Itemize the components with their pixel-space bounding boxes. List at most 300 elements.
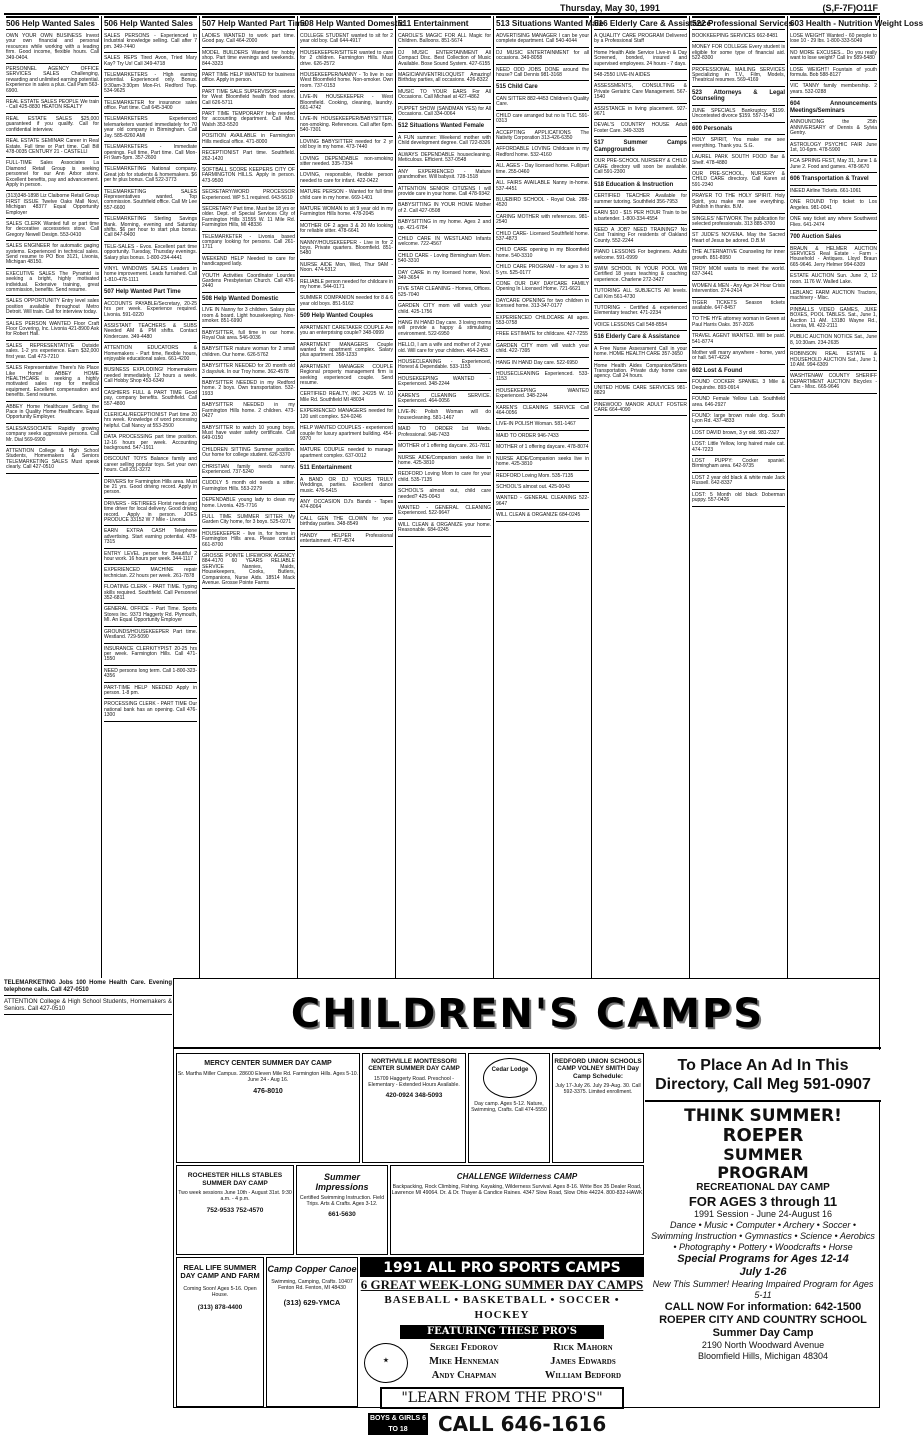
classified-ad: REDFORD Loving Mom to care for your child. 535-7135 [398, 470, 491, 486]
classified-ad: CONE OUR DAY DAYCARE FAMILY Opening In Licensed Home. 721-6621 [496, 280, 589, 296]
section-heading: 512 Situations Wanted Female [398, 121, 491, 133]
classified-ad: HANG IN HAND Day care. 522-6950 [496, 359, 589, 369]
classified-ad: LIVE-IN POLISH Woman. 581-1467 [496, 420, 589, 430]
classified-ad: LOST 2 year old black & white male Jack Russell. 642-8337 [692, 474, 785, 490]
classified-ad: HOUSEKEEPER/NANNY - To live in our West Bloomfield home. Non-smoker. Own room. 737-0153 [300, 71, 393, 92]
classified-ad: TROY MOM wants to meet the world. 637-3441 [692, 265, 785, 281]
classified-ad: GENERAL OFFICE - Part Time. Sports Stores Inc. 9373 Haggerty Rd. Plymouth, MI. An Equal Opportunity Employer [104, 605, 197, 626]
classified-ad: CERTIFIED REALTY, INC 24225 W. 10 Mile Rd. Southfield MI 48034 [300, 390, 393, 406]
real-life-camp-phone: (313) 878-4400 [197, 1304, 243, 1312]
directory-line-2: Directory, Call Meg 591-0907 [655, 1076, 871, 1093]
pro-names-left [414, 1341, 514, 1383]
all-pro-logo: ★ [364, 1343, 408, 1383]
classified-ad: LIVE-IN HOUSEKEEPER/BABYSITTER, non-smoking. References. Call after 6pm. 540-7301 [300, 115, 393, 136]
rochester-stables-ad [176, 1165, 294, 1255]
classified-ad: Home Health Aides Companion/Sitters Transportation. Private duty home care agency. Call 24 hours. [594, 362, 687, 383]
classified-ad: HOLY SPIRIT, You make me see everything. Thank you. S.G. [692, 136, 785, 152]
classified-ad: DATA PROCESSING part time position. 12-16 hours per week. Accounting background. 547-1911 [104, 433, 197, 454]
redford-camp-ad [552, 1053, 644, 1163]
classified-ad: VOICE LESSONS Call 548-8554 [594, 321, 687, 331]
classified-ad: A Free Nurse Assessment Call in your home. HOME HEALTH CARE 357-3650 [594, 345, 687, 361]
section-heading: 517 Summer Camps Campgrounds [594, 138, 687, 156]
left-lower-ad: ATTENTION College & High School Students, Homemakers & Seniors. Call 427-0510 [4, 997, 172, 1015]
classified-ad: FOUND COCKER SPANIEL 3 Mile & Dequindre. 893-0914 [692, 378, 785, 394]
section-heading: 606 Transportation & Travel [790, 174, 877, 186]
classified-ad: SALES OPPORTUNITY Entry level sales position available throughout Metro Detroit. Will train. Call for interview today. [6, 297, 99, 318]
classified-ad: FOUND Female Yellow Lab. Southfield area. 646-2927 [692, 395, 785, 411]
pro-name: Andy Chapman [431, 1370, 497, 1381]
classified-ad: MOTHER of 1 offering daycare. 261-7811 [398, 442, 491, 452]
classified-ad: VINYL WINDOWS SALES Leaders in home improvement. Leads furnished. Call 1-810-478-1111 [104, 265, 197, 286]
section-heading: 516 Elderly Care & Assistance [594, 332, 687, 344]
classified-ad: APARTMENT MANAGERS Couple wanted for apartment complex. Salary plus apartment. 358-1233 [300, 341, 393, 362]
redford-camp-text: July 17-July 26. July 29-Aug. 30. Call 592-3375. Limited enrollment. [555, 1083, 641, 1096]
roeper-call: CALL NOW For information: 642-1500 [664, 1301, 862, 1313]
section-heading: 602 Lost & Found [692, 366, 785, 378]
classified-ad: PUBLIC AUCTION NOTICE Sat., June 8, 10:30am. 234-2635 [790, 333, 877, 349]
cedar-lodge-ad [468, 1053, 550, 1163]
real-life-camp-text: Coming Soon! Ages 5-16. Open House. [183, 1285, 257, 1298]
classified-ad: ANY OCCASION DJ's Bands - Tapes 474-8064 [300, 498, 393, 514]
classified-ad: EXPERIENCED MACHINE repair technician. 22 hours per week. 261-7878 [104, 566, 197, 582]
childrens-camps-section [173, 978, 880, 1436]
classified-ad: LIVE-IN: Polish Woman will do housecleaning. 581-1467 [398, 408, 491, 424]
classified-column [4, 16, 102, 978]
classified-ad: CHILD CARE PROGRAM - for ages 3 to 5 yrs. 525-0177 [496, 263, 589, 279]
all-pro-banner: 1991 ALL PRO SPORTS CAMPS [360, 1259, 644, 1277]
rochester-stables-phone: 752-9533 752-4570 [206, 1206, 264, 1214]
classified-ad: NANNY/HOUSEKEEPER - Live in for 2 boys. Private quarters. Bloomfield. 851-5480 [300, 239, 393, 260]
classified-ad: PERSONNEL AGENCY OFFICE SERVICES SALES Challenging, rewarding and unlimited earning potential. Experience in sales a plus. Call Pam 563-6900. [6, 65, 99, 97]
mercy-camp-phone: 476-8010 [253, 1087, 283, 1095]
classified-ad: ADVERTISING MANAGER I can be your complete department. Call 540-4044 [496, 32, 589, 48]
classified-ad: SECRETARY/WORD PROCESSOR Experienced. WP 5.1 required. 643-5610 [202, 188, 295, 204]
classified-ad: OUR PRE-SCHOOL NURSERY & CHILD CARE directory will soon be available. Call 591-2300 [594, 157, 687, 178]
classified-ad: DISCOUNT TOYS Balance family and career selling popular toys. Set your own hours. Call 231-3272 [104, 455, 197, 476]
roeper-program: PROGRAM [717, 1163, 809, 1182]
classified-ad: FULL-TIME Sales Associates La Diamond Retail Group is seeking personnel for our Ann Arbor store. Excellent benefits, pay and advancement. Apply in person. [6, 159, 99, 191]
classified-ad: GARDEN CITY mom will watch your child. 422-7395 [496, 342, 589, 358]
classified-ad: CHILD CARE - Loving Birmingham Mom. 540-3310 [398, 252, 491, 268]
roeper-address: 2190 North Woodward Avenue [701, 1340, 825, 1350]
classified-ad: BABYSITTER, full time in our home. Royal Oak area. 546-0036 [202, 329, 295, 345]
classified-ad: MOTHER of 1 offering daycare. 478-8074 [496, 443, 589, 453]
roeper-special: Special Programs for Ages 12-14 [677, 1253, 849, 1265]
classified-ad: GROUNDS/HOUSEKEEPER Part time. Westland. 729-5090 [104, 628, 197, 644]
classified-ad: AFFORDABLE LOVING Childcare in my Redford home. 532-4160 [496, 145, 589, 161]
classified-ad: TO THE HYE attorney woman in Green at Paul Harris Oaks. 357-2026 [692, 315, 785, 331]
classified-ad: YOUTH Activities Coordinator Lourdes Gardens Presbyterian Church. Call 476-2440 [202, 272, 295, 293]
classified-column [788, 16, 923, 978]
classified-ad: UNITED HOME CARE SERVICES 981-8829 [594, 384, 687, 400]
classified-ad: LOST PUPPY: Cocker spaniel. Birmingham area. 642-9735 [692, 457, 785, 473]
classified-ad: SCHOOL'S almost out, child care needed? 425-0043 [398, 487, 491, 503]
real-life-camp-ad [176, 1257, 264, 1407]
classified-ad: TELEMARKETERS Experienced telemarketers wanted immediately for 70 year old company in Birmingham. Call Jay. 585-8260 AMI [104, 115, 197, 142]
real-life-camp-name: REAL LIFE SUMMER DAY CAMP AND FARM [180, 1263, 260, 1281]
summer-impressions-text: Certified Swimming Instruction. Field Trips. Arts & Crafts. Ages 3-12. [299, 1195, 385, 1207]
classified-column [396, 16, 494, 978]
classified-ad: BABYSITTER NEEDED in my Farmington Hills home. 2 children. 473-0427 [202, 401, 295, 422]
summer-impressions-ad [296, 1165, 388, 1255]
classified-ad: EARN EXTRA CASH Telephone advertising. Start earning potential. 478-7315 [104, 527, 197, 548]
classified-ad: APARTMENT CARETAKER COUPLE Are you an enterprising couple? 348-0999 [300, 324, 393, 340]
section-heading: 600 Personals [692, 124, 785, 136]
classified-ad: PIANO LESSONS For beginners. Adults welcome. 591-0999 [594, 248, 687, 264]
copper-canoe-ad [266, 1257, 358, 1407]
cedar-lodge-logo [483, 1058, 537, 1098]
classified-ad: LOSE WEIGHT! Fountain of youth formula. Bob 588-8127 [790, 66, 877, 82]
classified-ad: TELEMARKETERS - High earning potential. Experienced only. Bonus. 9:30am-3:30pm Mon-Fri. Redford Twp. 534-9625 [104, 71, 197, 98]
classified-ad: PROCESSING CLERK - PART TIME Our national bank has an opening. Call 476-1300 [104, 700, 197, 721]
classified-column [102, 16, 200, 978]
classified-ad: INSURANCE CLERK/TYPIST 20-25 hrs per week. Farmington Hills. Call 471-1550 [104, 645, 197, 666]
classified-ad: NEED persons long term. Call 1-800-323-4356 [104, 667, 197, 683]
classified-ad: REAL ESTATE SALES PEOPLE We train - Call 425-8830 HEATON REALTY [6, 98, 99, 114]
classified-ad: LAUREL PARK SOUTH FOOD Bar & Shelf. 478-4880 [692, 153, 785, 169]
classified-ad: HOUSEKEEPING WANTED Experienced. 348-2244 [496, 387, 589, 403]
classified-ad: BUSINESS EXPLODING! Homemakers needed immediately. 12 hours a week. Call Hobby Shop 453-6349 [104, 366, 197, 387]
classified-ad: SWIM SCHOOL IN YOUR POOL Will Certified 18 years teaching & coaching experience. Charlene 272-3427 [594, 265, 687, 286]
wilderness-camp-name: CHALLENGE Wilderness CAMP [456, 1172, 578, 1181]
childrens-camps-banner [174, 979, 881, 1049]
classified-ad: MODEL BUILDERS Wanted for hobby shop. Part time evenings and weekends. 844-3323 [202, 49, 295, 70]
classified-ad: KAREN'S CLEANING SERVICE. Experienced. 464-0056 [398, 392, 491, 408]
roeper-day-camp: Summer Day Camp [712, 1327, 814, 1339]
classified-ad: PRAYER TO THE HOLY SPIRIT. Holy Spirit, you make me see everything. Publish in thanks. B.M. [692, 192, 785, 213]
classified-ad: MONEY FOR COLLEGE Every student is eligible for some type of financial aid. 522-8300 [692, 43, 785, 64]
roeper-summer: SUMMER [723, 1145, 803, 1164]
classified-column [200, 16, 307, 978]
classified-ad: ENTRY LEVEL person for Beautiful 2 hour work. 16 hours per week. 344-1117 [104, 550, 197, 566]
boys-girls-label: BOYS & GIRLS 6 TO 18 [369, 1415, 426, 1433]
classified-ad: PART TIME TEMPORARY help needed for accounting department. Call Mrs. Walsh 353-5520 [202, 110, 295, 131]
section-heading: 518 Education & Instruction [594, 180, 687, 192]
issue-date: Thursday, May 30, 1991 [560, 3, 660, 13]
classified-ad: MATURE COUPLE needed to manage apartment complex. 637-0012 [300, 446, 393, 462]
classified-ad: TUTORING - Certified & experienced Elementary teacher. 471-2234 [594, 304, 687, 320]
classified-ad: WANTED - GENERAL CLEANING 522-9647 [496, 494, 589, 510]
classified-ad: WILL CLEAN & ORGANIZE 684-0245 [496, 511, 589, 521]
section-heading: 604 Announcements Meetings/Seminars [790, 99, 877, 117]
left-lower-ad: TELEMARKETING Jobs 100 Home Health Care. Evening telephone calls. Call 427-0510 [4, 978, 172, 996]
classified-ad: APARTMENT MANAGER COUPLE Regional property management firm is seeking experienced couple. Send resume. [300, 363, 393, 390]
rochester-stables-name: ROCHESTER HILLS STABLES SUMMER DAY CAMP [187, 1172, 283, 1187]
classified-ad: LOST: 5 Month old black Doberman puppy. 557-0426 [692, 491, 785, 507]
cedar-lodge-text: Day camp. Ages 5-12. Nature, Swimming, Crafts. Call 474-5550 [471, 1101, 547, 1113]
copper-canoe-text: Swimming, Camping, Crafts. 10407 Fenton Rd. Fenton, MI 48430 [271, 1279, 353, 1291]
northville-camp-ad [362, 1053, 466, 1163]
classified-column [298, 16, 405, 978]
classified-ad: CAN SITTER 882-4453 Children's Quality Care. [496, 95, 589, 111]
classified-ad: NURSE AIDE Mon, Wed, Thur 9AM - Noon. 474-5312 [300, 261, 393, 277]
childrens-camps-title: CHILDREN'S CAMPS [290, 991, 765, 1037]
column-heading: 507 Help Wanted Part Time [202, 16, 295, 30]
classified-ad: EXPERIENCED MANAGERS needed for 120 unit complex. 524-0246 [300, 407, 393, 423]
wilderness-camp-text: Backpacking, Rock Climbing, Fishing. Kayaking, Wilderness Survival. Ages 8-16. Write Box 35 Dealer Road, Lawrence MI 49064. Dr. & Dr. Thayer & Candice Raines. 4347 Slow Road, Slow Ohio 44224. 800-832-HAWK [391, 1184, 643, 1196]
pro-name: Mike Henneman [429, 1356, 499, 1367]
classified-ad: JUNE SPECIALS Bankruptcy $199. Uncontested divorce $159. 557-1540 [692, 107, 785, 123]
roeper-hearing: New This Summer! Hearing Impaired Program for Ages 5-11 [652, 1279, 874, 1300]
classified-ad: TUTORING ALL SUBJECTS All levels. Call Kim 561-4730 [594, 287, 687, 303]
classified-ad: PART-TIME HELP NEEDED Apply in person. 1-8 pm. [104, 684, 197, 700]
classified-ad: ONE way ticket any where Southwest Flies. 641-2474 [790, 215, 877, 231]
classified-ad: FCA SPRING FEST, May 31, June 1 & June 2. Food and games. 478-9670 [790, 157, 877, 173]
classified-ad: (313)348-1898 Liz Claiborne Retail Group FIRST ISSUE Twelve Oaks Mall Novi, Michigan 48377 Equal Opportunity Employer [6, 192, 99, 219]
classified-ad: EARN $10 - $15 PER HOUR Train to be a bartender. 1-800-334-4554 [594, 209, 687, 225]
roeper-ages: FOR AGES 3 through 11 [688, 1194, 838, 1209]
classified-ad: DEVAL'S COUNTRY HOUSE Adult Foster Care. 349-3335 [594, 121, 687, 137]
classified-ad: OWN YOUR OWN BUSINESS Invest your own financial and personal resources while working with a leading firm. Good income, flexible hours. Call 349-0404. [6, 32, 99, 64]
section-heading: 511 Entertainment [300, 463, 393, 475]
classified-ad: REAL ESTATE SALES $25,000 guaranteed if you qualify. Call for confidential interview. [6, 115, 99, 136]
section-heading: 509 Help Wanted Couples [300, 311, 393, 323]
classified-ad: TELEMARKETER for insurance sales office. Part time. Call 645-3400 [104, 99, 197, 115]
classified-ad: BABYSITTING IN YOUR HOME Mother of 2. Call 427-0508 [398, 201, 491, 217]
classified-ad: HOUSEKEEPER/SITTER wanted to care for 2 children. Farmington Hills. Must drive. 626-2572 [300, 49, 393, 70]
classified-ad: BRAUN & HELMER AUCTION SERVICES Real Estate - Farm - Household - Antiques. Lloyd Braun 665-9646. Jerry Helmer 994-6309 [790, 245, 877, 272]
left-lower-ads [4, 978, 172, 1408]
wilderness-camp-ad [390, 1165, 644, 1255]
classified-ad: FULL TIME SUMMER SITTER My Garden City home, for 3 boys. 525-0271 [202, 513, 295, 529]
learn-from-pros: "LEARN FROM THE PRO'S" [380, 1387, 624, 1409]
classified-ad: FREE ESTIMATE for childcare. 427-7255 [496, 330, 589, 340]
classified-ad: PINEWOOD MANOR ADULT FOSTER CARE 664-4090 [594, 401, 687, 417]
classified-ad: HELP WANTED COUPLES - experienced couple for luxury apartment building. 454-9370 [300, 424, 393, 445]
classified-ad: SECRETARY Part time. Must be 18 yrs or older. Dept. of Special Services City of Farmington Hills 31555 W. 11 Mile Rd. Farmington Hills, MI 48336 [202, 205, 295, 232]
pro-name: James Edwards [550, 1356, 616, 1367]
classified-ad: ACCOUNTS PAYABLE/Secretary, 20-25 hrs per week. Experience required. Livonia. 591-0220 [104, 300, 197, 321]
classified-column [494, 16, 604, 978]
classified-ad: SALES REPRESENTATIVE Outside sales. 1-2 yrs experience. Earn $32,000 first year. Call 473-7210 [6, 342, 99, 363]
roeper-school: ROEPER CITY AND COUNTRY SCHOOL [659, 1314, 867, 1326]
classified-ad: MAID TO ORDER 946-7433 [496, 432, 589, 442]
classified-ad: REDFORD Loving Mom. 535-7135 [496, 472, 589, 482]
section-heading: 507 Help Wanted Part Time [104, 287, 197, 299]
classified-ad: GARDEN CITY mom will watch your child. 425-1756 [398, 302, 491, 318]
classified-ad: MOTHER OF 2 ages 3 & 20 Mo looking for reliable sitter. 478-6641 [300, 222, 393, 238]
pro-names-right [528, 1341, 638, 1383]
roeper-summer-program-ad [645, 1103, 881, 1409]
classified-ad: HANDY HELPER Professional entertainment. 477-4574 [300, 532, 393, 548]
copper-canoe-phone: (313) 629-YMCA [283, 1297, 341, 1307]
classified-ad: DRIVERS for Farmington Hills area. Must be 21 yrs. Good driving record. Apply in person. [104, 478, 197, 499]
classified-ad: DAYCARE OPENING for two children in licensed home. 313-347-0177 [496, 297, 589, 313]
classified-ad: TELE-SALES - Evos. Excellent part time opportunity. Tuesday, Thursday evenings. Salary plus bonus. 1-800-234-4441 [104, 243, 197, 264]
classified-ad: SINGLES' NETWORK The publication for selected professionals. 313 885-3700 [692, 215, 785, 231]
classified-ad: HOUSEKEEPER - live in, for home in Farmington Hills area. Please contact 661-8700 [202, 530, 295, 551]
classified-ad: CHILDREN SITTING Summer position. Our home for college student. 626-3370 [202, 446, 295, 462]
column-heading: 508 Help Wanted Domestic [300, 16, 393, 30]
classified-ad: TELEMARKETING Sterling Savings Bank. Morning, evening and Saturday shifts. $6 per hour to start plus bonus. Call 847-8400 [104, 215, 197, 242]
classified-ad: ATTENTION EDUCATORS & Homemakers - Part time, flexible hours, enjoyable educational sales. 661-4200 [104, 344, 197, 365]
classified-ad: FLOATING CLERK - PART TIME. Typing skills required. Southfield. Call Personnel 352-6811 [104, 583, 197, 604]
classified-ad: ASSISTANT TEACHERS & SUBS Needed AM & PM shifts. Contact Kindercare. 349-4480 [104, 322, 197, 343]
classified-ad: WASHTENAW COUNTY SHERIFF DEPARTMENT AUCTION Bicycles - Cars - Misc. 665-9646 [790, 372, 877, 393]
classified-ad: CAROLE'S MAGIC FOR ALL Magic for Children. Balloons. 851-5674 [398, 32, 491, 48]
column-heading: 522 Professional Services [692, 16, 785, 30]
classified-ad: ASSISTANCE in living placement. 927-9671 [594, 105, 687, 121]
section-heading: 523 Attorneys & Legal Counseling [692, 88, 785, 106]
all-pro-featuring: FEATURING THESE PRO'S [400, 1325, 604, 1339]
classified-ad: A BAND OR DJ YOURS TRULY Weddings, parties. Excellent dance music. 476-5415 [300, 476, 393, 497]
classified-ad: SALES PERSON WANTED Floor Craft Floor Covering, Inc. Livonia 421-8900 Ask for Robert Hall. [6, 320, 99, 341]
classified-ad: THE ALTERNATIVE Counseling for inner growth. 851-8950 [692, 248, 785, 264]
classified-ad: ANY EXPERIENCED - Mature grandmother. Will babysit. 728-1518 [398, 168, 491, 184]
roeper-special-dates: July 1-26 [739, 1266, 787, 1278]
classified-ad: A FUN summer: Weekend mother with Child development degree. Call 722-8326 [398, 134, 491, 150]
classified-ad: SALES CLERK Wanted full or part time for decorative accessories store. Call Gregory Newell Design. 553-0410 [6, 220, 99, 241]
classified-ad: ATTENTION College & High School Students, Homemakers & Seniors TELEMARKETING SALES Must speak clearly. Call 427-0510 [6, 447, 99, 474]
classified-ad: GROSSE POINTE LIFEWORK AGENCY 884-4170 60 YEARS RELIABLE SERVICE Nannies, Maids, Housekeepers, Cooks, Butlers, Companions, Nurse Aids. 18514 Mack Avenue. Grosse Pointe Farms [202, 552, 295, 589]
summer-impressions-phone: 661-5630 [328, 1210, 356, 1218]
classified-ad: FIVE STAR CLEANING - Homes, Offices. 525-7040 [398, 285, 491, 301]
cedar-lodge-name: Cedar Lodge [491, 1067, 529, 1073]
classified-ad: LOVING, responsible, flexible person needed to care for infant. 422-0422 [300, 171, 393, 187]
classified-ad: BLUEBIRD SCHOOL - Royal Oak. 288-4520 [496, 196, 589, 212]
classified-ad: BABYSITTER mature woman for 2 small children. Our home. 626-5762 [202, 345, 295, 361]
mercy-camp-text: Sr. Martha Miller Campus. 28600 Eleven Mile Rd. Farmington Hills. Ages 5-10. June 24 - Aug 16. [177, 1071, 359, 1083]
column-heading: 511 Entertainment [398, 16, 491, 30]
classified-column [592, 16, 712, 978]
classified-ad: HELLO, I am a wife and mother of 2 year old. Will care for your children. 464-2453 [398, 341, 491, 357]
roeper-session: 1991 Session - June 24-August 16 [693, 1209, 833, 1219]
classified-ad: NURSE AIDE/Companion seeks live in home. 425-3810 [496, 455, 589, 471]
classified-ad: LIVE IN Nanny for 3 children. Salary plus room & board. Light housekeeping. Non-smoker. 851-6990 [202, 306, 295, 327]
column-heading: 513 Situations Wanted Male [496, 16, 589, 30]
classified-ad: EXECUTIVE SALES The Pyramid is seeking a bright, highly motivated individual. Extensive training, great commission, benefits. Send resume. [6, 270, 99, 297]
classified-ad: MATURE PERSON - Wanted for full time child care in my home. 669-1401 [300, 188, 393, 204]
classified-ad: A QUALITY CARE PROGRAM Delivered by a Professional Staff [594, 32, 687, 48]
classified-columns [4, 16, 923, 978]
classified-ad: SALES ENGINEER for automatic gaging systems. Experienced in technical sales. Send resume to PO Box 3121, Livonia, Michigan 48150. [6, 242, 99, 269]
classified-ad: ESTATE AUCTION Sun. June 2, 12 noon. 1176 W. Walled Lake. [790, 272, 877, 288]
classified-ad: MATURE WOMAN to sit 9 year old in my Farmington Hills home. 478-2045 [300, 205, 393, 221]
classified-ad: HOUSEKEEPING WANTED - Experienced. 348-2244 [398, 375, 491, 391]
directory-line-1: To Place An Ad In This [677, 1057, 849, 1074]
classified-ad: OUR PRE-SCHOOL, NURSERY & CHILD CARE directory. Call Karen at 591-2340 [692, 170, 785, 191]
classified-ad: BABYSITTER NEEDED in my Redford home. 2 boys. Own transportation. 532-1933 [202, 379, 295, 400]
northville-camp-phone: 420-0924 348-5093 [385, 1092, 443, 1100]
classified-ad: HOUSECLEANING - Experienced, Honest & Dependable. 533-1153 [398, 358, 491, 374]
classified-ad: KAREN'S CLEANING SERVICE Call 464-0056 [496, 404, 589, 420]
classified-ad: LEBLANC FARM AUCTION Tractors, machinery - Misc. [790, 289, 877, 305]
classified-ad: ASTROLOGY PSYCHIC FAIR June 1st, 10-6pm. 478-5900 [790, 141, 877, 157]
classified-ad: WEEKEND HELP Needed to care for handicapped lady. [202, 255, 295, 271]
classified-ad: CHRISTIAN family needs nanny. Experienced. 737-5240 [202, 463, 295, 479]
classified-ad: LOST: Little Yellow, long haired male cat. 474-7223 [692, 440, 785, 456]
roeper-activities: Dance • Music • Computer • Archery • Soccer • Swimming Instruction • Gymnastics • Science • Aerobics • Photography • Pottery • Woodcrafts • Horse [651, 1220, 875, 1252]
classified-ad: ALL AGES - Day licensed home. Full/part time. 255-0460 [496, 162, 589, 178]
classified-ad: NO MORE EXCUSES... Do you really want to lose weight? Call Irv 589-5480 [790, 49, 877, 65]
classified-ad: LOVING BABYSITTER needed for 2 yr old boy in my home. 473-7440 [300, 138, 393, 154]
classified-ad: MAGICIAN/VENTRILOQUIST Amazing! Birthday parties, all occasions. 426-8322 [398, 71, 491, 87]
classified-ad: SALES REPS Tired Avon, Tried Mary Kay? Try Us! Call 349-4718 [104, 54, 197, 70]
classified-ad: TRAVEL AGENT WANTED. Will be paid. 541-8774 [692, 332, 785, 348]
classified-ad: EXPERIENCED CHILDCARE All ages. 553-0758 [496, 314, 589, 330]
column-heading: 506 Help Wanted Sales [104, 16, 197, 30]
classified-ad: ROBINSON REAL ESTATE & HOUSEHOLD AUCTION Sat., June 1, 10 AM. 994-6309 [790, 350, 877, 371]
classified-ad: RECEPTIONIST Part time. Southfield. 262-1420 [202, 149, 295, 165]
all-pro-sports-camps-ad [360, 1257, 644, 1436]
all-pro-subtitle: 6 GREAT WEEK-LONG SUMMER DAY CAMPS [360, 1277, 644, 1292]
roeper-think-summer: THINK SUMMER! [684, 1106, 842, 1126]
pro-name: Rick Mahorn [553, 1342, 613, 1353]
classified-ad: PINBALLS VIDEO GAMES, JUKE BOXES, POOL TABLES. Sat., June 1, Auction 11 AM. 13180 Wayne Rd., Livonia, MI. 422-2111 [790, 306, 877, 333]
northville-camp-name: NORTHVILLE MONTESSORI CENTER SUMMER DAY CAMP [368, 1058, 460, 1073]
classified-ad: SUMMER COMPANION needed for 8 & 6 year old boys. 851-5162 [300, 294, 393, 310]
classified-ad: HOUSECLEANING Experienced. 533-1153 [496, 370, 589, 386]
classified-ad: ONE ROUND Trip ticket to Los Angeles. 981-0041 [790, 198, 877, 214]
classified-ad: Mother will marry anywhere - home, yard or hall. 547-4224 [692, 349, 785, 365]
roeper-name: ROEPER [722, 1125, 804, 1146]
classified-ad: DJ MUSIC ENTERTAINMENT All Compact Disc. Best Collection of Music Available. Bose Sound System. 427-6155 [398, 49, 491, 70]
all-pro-sports: BASEBALL • BASKETBALL • SOCCER • HOCKEY [384, 1294, 620, 1321]
section-heading: 508 Help Wanted Domestic [202, 294, 295, 306]
classified-ad: PUPPET SHOW (SANDMAN YES) for All Occasions. Call 334-0064 [398, 105, 491, 121]
classified-ad: COLLEGE STUDENT wanted to sit for 2 year old boy. Call 644-4917 [300, 32, 393, 48]
classified-ad: CLERICAL/RECEPTIONIST Part time 20 hrs week. Knowledge of word processing helpful. Call Nancy at 553-2500 [104, 411, 197, 432]
classified-ad: CASHIERS FULL & PART TIME Good pay, company benefits. Southfield. Call 557-4800 [104, 389, 197, 410]
classified-ad: TELEMARKETERS - Immediate openings. Full time, Part time. Call Mon-Fri 9am-5pm. 357-2600 [104, 143, 197, 164]
classified-ad: DEPENDABLE young lady to clean my home. Livonia. 425-7716 [202, 496, 295, 512]
classified-ad: PROFESSIONAL MAILING SERVICES Specializing in T.V., Film, Models, Theatrical resumes. 569-4169 [692, 66, 785, 87]
classified-ad: LOVING DEPENDABLE non-smoking sitter needed. 335-7334 [300, 155, 393, 171]
column-heading: 516 Elderly Care & Assistance [594, 16, 687, 30]
classified-ad: BABYSITTING in my home. Ages 2 and up. 421-6784 [398, 218, 491, 234]
redford-camp-name: REDFORD UNION SCHOOLS CAMP VOLNEY SMITH Day Camp Schedule: [554, 1058, 642, 1080]
classified-ad: CHILD CARE IN WESTLAND Infants welcome. 722-4567 [398, 235, 491, 251]
classified-ad: WANTED - GENERAL CLEANING Experienced. 522-9647 [398, 504, 491, 520]
classified-ad: REAL ESTATE SEMINAR Career in Real Estate. Full time or Part time. Call Bill 478-0035 CENTURY 21 - CASTELLI [6, 137, 99, 158]
classified-ad: HANG IN HAND Day care. 3 loving moms will provide a happy & stimulating environment. 522-6950 [398, 319, 491, 340]
summer-impressions-name: Summer Impressions [315, 1172, 369, 1192]
classified-ad: BABYSITTER NEEDED for 20 month old 3 days/wk. In our Troy home. 362-4578 [202, 362, 295, 378]
pro-name: William Bedford [544, 1370, 622, 1381]
classified-ad: PART TIME HELP WANTED for business office. Apply in person. [202, 71, 295, 87]
classified-ad: SALES Representative There's No Place Like Home! ABBEY HOME HEALTHCARE is seeking a highly motivated sales rep for medical equipment. Excellent compensation and benefits. Send resume. [6, 364, 99, 401]
classified-ad: LADIES WANTED to work part time. Good pay. Call 464-2000 [202, 32, 295, 48]
classified-ad: CALL GEN THE CLOWN for your birthday parties. 348-8549 [300, 515, 393, 531]
classified-ad: CUDDLY 5 month old needs a sitter. Farmington Hills. 553-2279 [202, 479, 295, 495]
classified-ad: ATTENTION SENIOR CITIZENS I will provide care in your home. Call 478-9342 [398, 185, 491, 201]
copper-canoe-name: Camp Copper Canoe [267, 1264, 357, 1274]
classified-ad: CHILD CARE- Licensed Southfield home. 537-4873 [496, 230, 589, 246]
classified-ad: ALL FAIRS AVAILABLE Nanny in-home. 537-4451 [496, 179, 589, 195]
classified-column [690, 16, 794, 978]
column-heading: 506 Help Wanted Sales [6, 16, 99, 30]
classified-ad: ABBEY Home Healthcare Setting the Pace in Quality Home Healthcare. Equal Opportunity Employer. [6, 403, 99, 424]
rochester-stables-text: Two week sessions June 10th - August 31st. 9:30 a.m. - 4 p.m. [178, 1190, 292, 1202]
classified-ad: ST JUDE'S NOVENA. May the Sacred Heart of Jesus be adored. D.B.M [692, 231, 785, 247]
classified-ad: Home Health Aide Service Live-in & Day Screened, bonded, insured and supervised employees. 24 hours - 7 days. [594, 49, 687, 70]
directory-ad [645, 1050, 881, 1102]
classified-ad: SOFTBALL SCORE KEEPERS CITY OF FARMINGTON HILLS. Apply in person. 473-9500 [202, 166, 295, 187]
classified-ad: LIVE-IN HOUSEKEEPER - West Bloomfield. Cooking, cleaning, laundry. 661-4742 [300, 93, 393, 114]
running-head [4, 3, 880, 15]
classified-ad: ALWAYS DEPENDABLE housecleaning. Meticulous. Efficient. 537-0548 [398, 151, 491, 167]
classified-ad: MAID TO ORDER 1st Weds. Professional. 946-7433 [398, 425, 491, 441]
column-heading: 603 Health - Nutrition Weight Loss [790, 16, 877, 30]
classified-ad: POSITION AVAILABLE in Farmington Hills medical office. 471-8000 [202, 132, 295, 148]
classified-ad: 548-2550 LIVE-IN AIDES [594, 71, 687, 81]
classified-ad: TELEMARKETING SALES Representatives wanted. Top commission. Southfield office. Call Mr Lee 557-6600 [104, 188, 197, 215]
classified-ad: DAY CARE in my licensed home, Novi. 349-3654 [398, 269, 491, 285]
classified-ad: DRIVERS - RETIREES Florist needs part time driver for local delivery. Good driving record. Apply in person. JOES PRODUCE 33152 W 7 Mile - Livonia [104, 500, 197, 527]
classified-ad: NEED ODD JOBS DONE around the house? Call Dennis 981-3168 [496, 66, 589, 82]
classified-ad: CHILD care arranged but no is TLC. 591-0313 [496, 112, 589, 128]
classified-ad: VIC TANNY family membership. 2 years. 532-0288 [790, 82, 877, 98]
